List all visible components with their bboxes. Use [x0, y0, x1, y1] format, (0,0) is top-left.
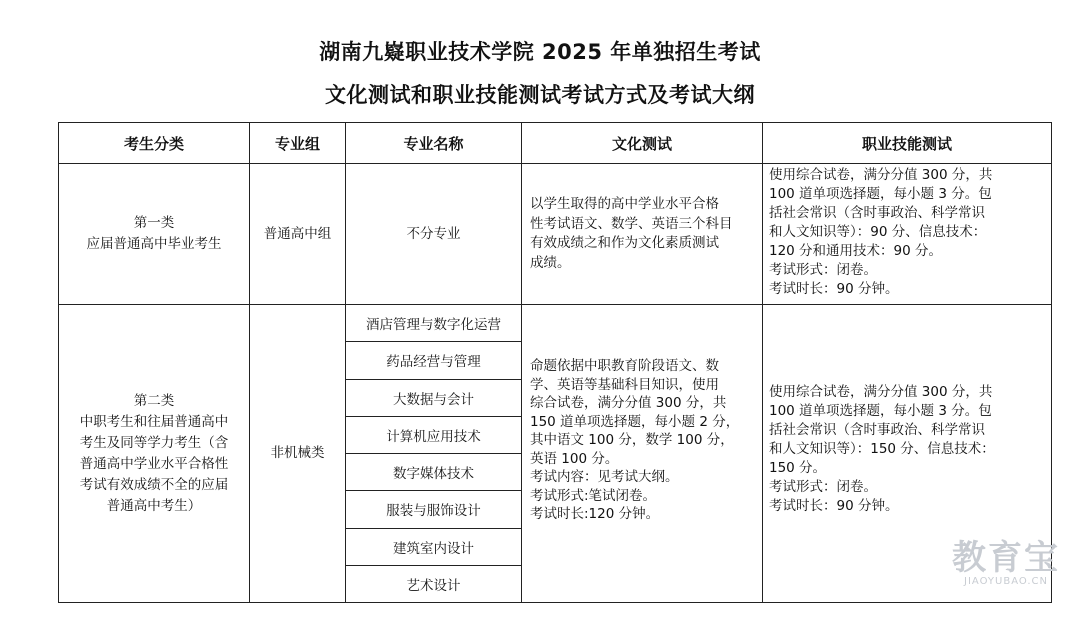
- culture-test-cell: [522, 164, 763, 305]
- skill-text: 考试形式：闭卷。: [769, 479, 877, 495]
- skill-text: 括社会常识（含时事政治、科学常识: [769, 422, 985, 438]
- major-item: 艺术设计: [406, 577, 461, 594]
- culture-text: 综合试卷，满分分值 300 分，共: [530, 395, 727, 411]
- header-group: 专业组: [250, 123, 346, 164]
- major-item: 大数据与会计: [346, 380, 521, 417]
- major-item: 服装与服饰设计: [346, 491, 521, 528]
- culture-text: 考试时长:120 分钟。: [530, 506, 660, 522]
- header-skill-test: 职业技能测试: [763, 123, 1052, 164]
- category-text: 第一类: [133, 215, 175, 231]
- skill-text: 括社会常识（含时事政治、科学常识: [769, 205, 985, 221]
- category-text: 考试有效成绩不全的应届: [79, 476, 229, 493]
- skill-text: 和人文知识等）：90 分、信息技术：: [769, 224, 987, 240]
- culture-text: 150 道单项选择题，每小题 2 分，: [530, 413, 740, 430]
- category-text: 普通高中考生）: [106, 497, 202, 514]
- watermark-logo: [952, 540, 1060, 587]
- document-title-line1: 湖南九嶷职业技术学院 2025 年单独招生考试: [319, 40, 761, 64]
- skill-text: 使用综合试卷，满分分值 300 分，共: [769, 167, 993, 183]
- culture-text: 英语 100 分。: [530, 450, 619, 467]
- culture-text: 以学生取得的高中学业水平合格: [530, 196, 719, 212]
- category-text: 考生及同等学力考生（含: [79, 434, 229, 451]
- skill-text: 考试时长：90 分钟。: [769, 498, 899, 514]
- skill-test-cell: [763, 164, 1052, 305]
- category-text: 应届普通高中毕业考生: [86, 236, 222, 252]
- group-cell: 普通高中组: [250, 164, 346, 305]
- major-cell: 不分专业: [346, 164, 522, 305]
- header-category: 考生分类: [59, 123, 250, 164]
- skill-text: 120 分和通用技术：90 分。: [769, 243, 943, 259]
- culture-text: 有效成绩之和作为文化素质测试: [530, 235, 719, 251]
- culture-text: 命题依据中职教育阶段语文、数: [530, 358, 719, 374]
- major-item: 计算机应用技术: [346, 417, 521, 454]
- skill-text: 考试形式：闭卷。: [769, 262, 877, 278]
- group-cell: 非机械类: [250, 305, 346, 603]
- category-cell: [59, 164, 250, 305]
- table-row: [59, 164, 1052, 305]
- document-title-line2: 文化测试和职业技能测试考试方式及考试大纲: [325, 83, 755, 107]
- skill-text: 和人文知识等）：150 分、信息技术：: [769, 441, 995, 457]
- culture-text: 其中语文 100 分，数学 100 分，: [530, 432, 734, 448]
- category-cell: [59, 305, 250, 603]
- major-list: [346, 305, 521, 602]
- major-item: 建筑室内设计: [346, 529, 521, 566]
- table-row: [59, 305, 1052, 603]
- major-item: 数字媒体技术: [346, 454, 521, 491]
- watermark-url: JIAOYUBAO.CN: [964, 576, 1048, 587]
- major-item: 药品经营与管理: [346, 342, 521, 379]
- skill-text: 100 道单项选择题，每小题 3 分。包: [769, 403, 992, 419]
- skill-text: 100 道单项选择题，每小题 3 分。包: [769, 186, 992, 202]
- culture-text: 考试形式:笔试闭卷。: [530, 487, 657, 504]
- skill-text: 考试时长：90 分钟。: [769, 281, 899, 297]
- major-item: 酒店管理与数字化运营: [346, 305, 521, 342]
- culture-text: 学、英语等基础科目知识，使用: [530, 376, 719, 393]
- category-text: 中职考生和往届普通高中: [79, 413, 229, 430]
- header-culture-test: 文化测试: [522, 123, 763, 164]
- header-row: [59, 123, 1052, 164]
- culture-text: 性考试语文、数学、英语三个科目: [530, 215, 733, 232]
- culture-text: 考试内容：见考试大纲。: [530, 469, 679, 485]
- watermark-text: 教育宝: [952, 538, 1060, 578]
- culture-text: 成绩。: [530, 254, 571, 271]
- header-major: 专业名称: [346, 123, 522, 164]
- skill-text: 使用综合试卷，满分分值 300 分，共: [769, 384, 993, 400]
- culture-test-cell: [522, 305, 763, 603]
- category-text: 第二类: [133, 392, 175, 409]
- skill-text: 150 分。: [769, 460, 827, 476]
- exam-table: [58, 122, 1052, 603]
- category-text: 普通高中学业水平合格性: [79, 455, 229, 472]
- majors-cell: [346, 305, 522, 603]
